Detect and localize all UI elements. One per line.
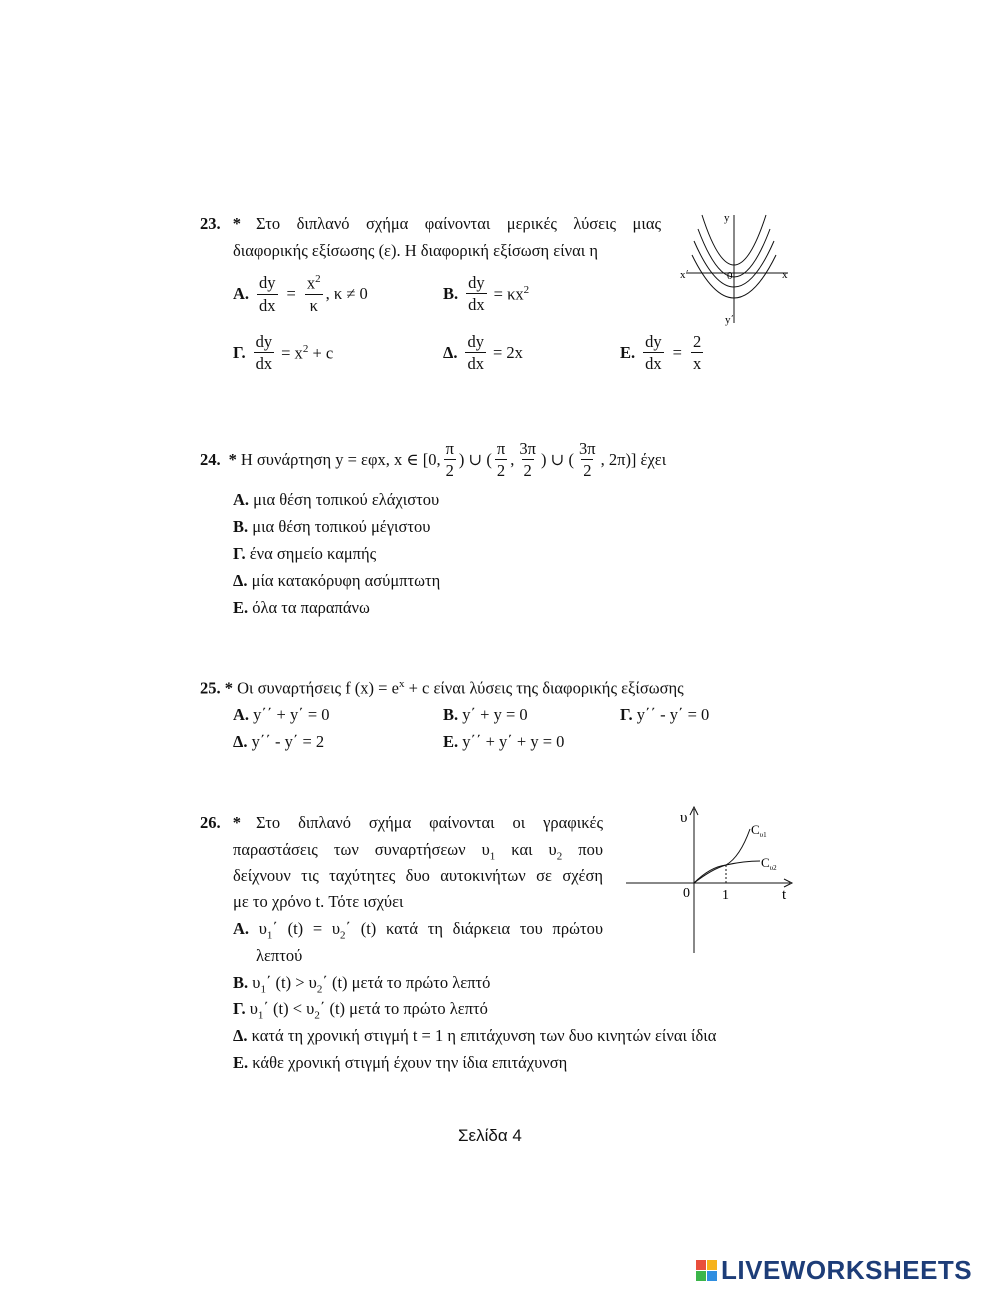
option-label: Β. [443,283,459,303]
q26-stem-line4: με το χρόνο t. Τότε ισχύει [233,892,404,911]
q26-option-e: Ε. κάθε χρονική στιγμή έχουν την ίδια επιτάχυνση [233,1053,568,1072]
graph-label-one: 1 [722,888,729,903]
q25-star: * [224,678,233,698]
graph-label-u: υ [680,810,688,826]
three-pi-over-2: $\frac{3\pi}{2}$ [519,439,536,481]
q26-option-g: Γ. $\upsilon_1΄$ $(t) < \upsilon_2΄$ (t) μετά το πρώτο λεπτό [233,999,488,1022]
pi-over-2: $\frac{\pi}{2}$ [445,439,454,481]
dy-dx-fraction: $\frac{dy}{dx}$ [467,332,484,374]
q26-number: 26. [200,813,221,832]
q25-stem-exp: x [398,678,405,690]
q23-option-b [443,274,529,314]
q23-option-e [620,333,706,373]
curve-c-u2 [694,861,760,883]
two-over-x: $\frac{2}{x}$ [692,332,702,374]
q25-option-b: Β. y΄ + y = 0 [443,705,528,724]
q26-stem-line2: παραστάσεις των συναρτήσεων $\upsilon_1$ και $\upsilon_2$ που [233,840,603,863]
q26-option-a: Α. $\upsilon_1΄$ $(t) = \upsilon_2΄$ (t) κατά τη διάρκεια του πρώτου [233,919,603,942]
liveworksheets-brand[interactable] [696,1255,972,1286]
q23-option-a [233,274,368,314]
graph-label-y-prime: y΄ [725,314,735,326]
q25-stem-pre: Οι συναρτήσεις f (x) = e [237,678,399,698]
dy-dx-fraction: $\frac{dy}{dx}$ [259,273,276,315]
graph-label-c2: $C_{\upsilon 2}$ [761,855,777,872]
q23-stem-line2: διαφορικής εξίσωσης (ε). Η διαφορική εξίσωση είναι η [233,241,598,260]
q24-option-g: Γ. ένα σημείο καμπής [233,544,377,563]
q24-option-e: Ε. όλα τα παραπάνω [233,598,370,617]
graph-label-c1: $C_{\upsilon 1}$ [751,822,767,839]
q25-option-g: Γ. y΄΄ - y΄ = 0 [620,705,710,724]
q24-stem-pre: Η συνάρτηση y = εφx, x ∈ [0, [240,449,441,469]
q26-option-b: Β. $\upsilon_1΄$ $(t) > \upsilon_2΄$ (t) μετά το πρώτο λεπτό [233,973,491,996]
equals-sign: = [672,342,682,362]
q23-option-g [233,333,333,373]
page-number: Σελίδα 4 [458,1126,522,1145]
q24-union-2: ∪ ( [468,449,492,469]
q24-option-d: Δ. μία κατακόρυφη ασύμπτωτη [233,571,441,590]
q26-star: * [232,813,241,832]
q23-number: 23. [200,214,221,233]
q23-option-d [443,333,523,373]
q26-option-a-continuation: λεπτού [256,946,303,965]
graph-label-t: t [782,887,787,903]
graph-label-x-prime: x΄ [680,269,690,281]
curve-c-u1 [694,829,750,883]
option-d-rhs: = 2x [492,342,523,362]
q26-velocity-graph [620,805,800,960]
equals-sign: = [286,284,296,304]
three-pi-over-2-b: $\frac{3\pi}{2}$ [579,439,596,481]
graph-origin: 0 [727,270,733,282]
q24-option-a: Α. μια θέση τοπικού ελάχιστου [233,490,440,509]
graph-origin: 0 [683,886,690,901]
option-label: Γ. [233,342,246,362]
option-label: Δ. [443,342,458,362]
option-label: Ε. [620,342,636,362]
q24-tail: , 2π)] έχει [600,449,667,469]
graph-label-x: x [782,269,788,281]
dy-dx-fraction: $\frac{dy}{dx}$ [255,332,273,374]
q25-option-e: Ε. y΄΄ + y΄ + y = 0 [443,732,565,751]
q24-option-b: Β. μια θέση τοπικού μέγιστου [233,517,431,536]
x2-over-kappa: $\frac{x^2}{\kappa}$ [306,273,321,315]
q25-option-d: Δ. y΄΄ - y΄ = 2 [233,732,325,751]
q26-option-d: Δ. κατά τη χρονική στιγμή t = 1 η επιτάχυνση των δυο κινητών είναι ίδια [233,1026,717,1045]
q24-stem [200,440,666,480]
q24-star: * [228,449,237,469]
q26-stem-line3: δείχνουν τις ταχύτητες δυο αυτοκινήτων σε σχέση [233,866,603,885]
dy-dx-fraction: $\frac{dy}{dx}$ [468,273,485,315]
q23-block [200,214,241,234]
pi-over-2-b: $\frac{\pi}{2}$ [496,439,506,481]
q24-number: 24. [200,449,221,469]
option-g-rhs: = $x^2 + c$ [281,342,334,363]
kappa-condition: , κ ≠ 0 [325,284,368,304]
brand-name: LIVEWORKSHEETS [721,1255,973,1285]
q23-parabola-graph [672,205,802,330]
option-b-rhs: = $\kappa x^2$ [493,283,530,304]
dy-dx-fraction: $\frac{dy}{dx}$ [645,332,662,374]
q26-number-block [200,813,241,833]
q25-number: 25. [200,678,221,698]
q25-option-a: Α. y΄΄ + y΄ = 0 [233,705,330,724]
q24-union-1: ) [458,449,465,469]
q24-union-3: ) ∪ ( [540,449,575,469]
q24-comma: , [510,449,515,469]
q23-star: * [232,214,241,233]
liveworksheets-logo-icon [696,1260,717,1281]
q23-stem-line1: Στο διπλανό σχήμα φαίνονται μερικές λύσεις μιας [256,214,661,233]
q26-stem-line1: Στο διπλανό σχήμα φαίνονται οι γραφικές [256,813,603,832]
graph-label-y: y [724,212,730,224]
q25-stem [200,678,684,699]
option-label: Α. [233,284,250,304]
q25-stem-post: + c είναι λύσεις της διαφορικής εξίσωσης [404,678,684,698]
